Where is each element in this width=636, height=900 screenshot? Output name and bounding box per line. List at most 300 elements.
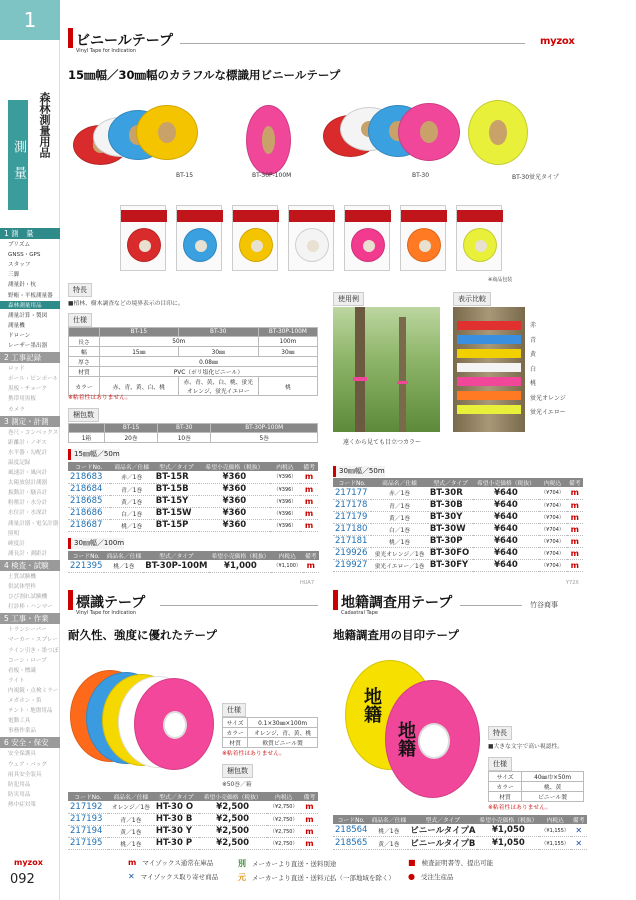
legend-text: マイゾックス取り寄せ商品 <box>140 873 219 881</box>
chapter-subtitle: 森林測量用品 <box>38 92 51 158</box>
spec-col: BT-30P-100M <box>258 328 317 337</box>
sidebar-item[interactable]: 風速計・風向計 <box>8 470 48 476</box>
stock-mark-stock: m <box>301 825 318 837</box>
sidebar-item[interactable]: 粉塵計・水分計 <box>8 500 48 507</box>
sidebar-item[interactable]: 雨具安全装具 <box>8 771 42 778</box>
product-name: 黄／1巻 <box>369 837 408 850</box>
product-code: 217193 <box>68 813 108 825</box>
product-price: ¥640 <box>473 511 538 523</box>
sidebar-section-head: 6 安全・保安 <box>0 737 60 748</box>
sidebar-item[interactable]: ポール・ピンポール <box>8 376 59 383</box>
price-table-chiseki <box>333 815 587 850</box>
product-code: 218685 <box>68 495 110 507</box>
sidebar-item[interactable]: ライン引き・墨つぼ <box>8 647 59 654</box>
usage-caption: 遠くから見ても目立つカラー <box>343 439 422 446</box>
sidebar-item[interactable]: ひび割れ試験機 <box>8 594 48 601</box>
compare-band <box>457 321 521 330</box>
roll-core <box>489 120 506 145</box>
product-model: BT-30R <box>428 487 474 499</box>
legend-text: メーカーより直送・送料別途 <box>252 860 337 868</box>
compare-band <box>457 405 521 414</box>
spec-cell: 赤、青、黄、白、桃、蛍光オレンジ、蛍光イエロー <box>178 377 258 396</box>
sidebar-item[interactable]: 供試体型枠 <box>8 584 36 590</box>
chapter-number: 1 <box>0 0 60 40</box>
product-name: 蛍光オレンジ／1巻 <box>371 547 428 559</box>
package-header <box>401 210 447 222</box>
table-header-cell: 内税込 <box>271 551 303 560</box>
sidebar-item[interactable]: 土質試験機 <box>8 573 36 580</box>
stock-mark-stock: m <box>301 837 318 849</box>
caption-bt30p: BT-30P-100M <box>252 172 292 179</box>
hy-spec-note: ※粘着性はありません。 <box>222 751 286 757</box>
product-code: 217195 <box>68 837 108 849</box>
spec-cell: 30㎜ <box>178 347 258 357</box>
sidebar-item[interactable]: 黒板・チョーク <box>8 386 47 393</box>
product-model: BT-30P <box>428 535 474 547</box>
table-header-cell: 備考 <box>300 462 318 471</box>
sidebar-item[interactable]: 野帳・平板測量器 <box>8 292 53 299</box>
product-model: BT-30FY <box>428 559 474 571</box>
legend-symbol: ● <box>408 872 415 881</box>
product-model: HT-30 B <box>154 813 199 825</box>
table-header-cell: コードNo. <box>333 478 371 487</box>
sidebar-item[interactable]: 防災用品 <box>8 791 31 798</box>
compare-band <box>457 377 521 386</box>
feature-text: ■植林、樹木調査などの境界表示の目印に。 <box>68 301 184 307</box>
pack-cell: 1箱 <box>69 433 105 443</box>
sidebar-item[interactable]: 太陽放射計測器 <box>8 480 48 487</box>
sidebar-item[interactable]: 測量計算・製図 <box>8 312 48 319</box>
package-header <box>177 210 223 222</box>
product-photo-chiseki <box>345 650 485 800</box>
section-marker <box>68 590 73 610</box>
stock-mark-stock: m <box>567 511 583 523</box>
sidebar-item[interactable]: マーカー・スプレー <box>8 637 59 644</box>
product-model: ビニールタイプA <box>410 826 476 836</box>
product-name: 青／1巻 <box>108 813 154 825</box>
sidebar-item[interactable]: ウェア・バッグ <box>8 761 47 768</box>
ch-feature-text: ■大きな文字で高い視認性。 <box>488 744 564 750</box>
product-tax-price: （¥704） <box>539 535 567 547</box>
page-number: 092 <box>10 872 35 887</box>
spec-cell: 15㎜ <box>99 347 178 357</box>
chiseki-subtitle: 地籍調査用の目印テープ <box>333 628 459 642</box>
product-name: 白／1巻 <box>371 523 428 535</box>
product-model: HT-30 P <box>154 837 199 849</box>
sidebar-item[interactable]: 三脚 <box>8 272 20 279</box>
tape-roll <box>246 105 291 175</box>
sidebar-item[interactable]: 距離計・ノギス <box>8 439 47 446</box>
sidebar-item[interactable]: 硬度計 <box>8 540 25 547</box>
product-code: 219926 <box>333 547 371 559</box>
sidebar-item[interactable]: 照明 <box>8 530 20 537</box>
table-header-cell: 商品名／仕様 <box>371 478 428 487</box>
hyoshiki-subtitle: 耐久性、強度に優れたテープ <box>68 628 217 642</box>
product-model: ビニールタイプB <box>408 837 477 850</box>
table-header-cell: 内税込 <box>270 462 300 471</box>
spec-col: BT-15 <box>99 328 178 337</box>
sidebar-item[interactable]: トランシーバー <box>8 627 47 634</box>
table-row <box>68 560 319 572</box>
sidebar-item[interactable]: 測長計・測距計 <box>8 550 48 557</box>
stock-mark-stock: m <box>301 801 318 813</box>
section-title-en: Cadastral Tape <box>341 610 378 616</box>
compare-item: 蛍光イエロー <box>530 409 566 416</box>
product-name: 黄／1巻 <box>371 511 428 523</box>
stock-mark-stock: m <box>567 487 583 499</box>
ch-feature-label: 特長 <box>488 726 512 740</box>
product-tax-price: （¥2,750） <box>267 825 301 837</box>
sidebar-item[interactable]: カメラ <box>8 406 25 413</box>
table-header-cell: コードNo. <box>68 551 104 560</box>
table-header-cell: コードNo. <box>333 815 369 824</box>
sidebar-item[interactable]: 森林測量用品 <box>0 301 60 309</box>
stock-mark-stock: m <box>567 547 583 559</box>
hy-pack-note: ※50巻／箱 <box>222 782 252 788</box>
vinyl-subtitle: 15㎜幅／30㎜幅のカラフルな標識用ビニールテープ <box>68 68 341 82</box>
sidebar-item[interactable]: 電動工具 <box>8 718 31 725</box>
product-name: 白／1巻 <box>110 507 154 519</box>
table-row <box>333 511 583 523</box>
product-name: 青／1巻 <box>371 499 428 511</box>
sidebar-item[interactable]: 水平器・勾配計 <box>8 449 48 456</box>
ch-spec-val: ビニール製 <box>522 792 584 802</box>
legend-item <box>408 872 453 881</box>
product-tax-price: （¥704） <box>539 499 567 511</box>
product-model: BT-15P <box>154 519 199 531</box>
legend-text: メーカーより直送・送料元払（一部地域を除く） <box>252 874 395 882</box>
table-row <box>68 825 318 837</box>
stock-mark-stock: m <box>300 519 318 531</box>
sidebar-item[interactable]: ロッド <box>8 366 25 373</box>
table-header-cell: コードNo. <box>68 792 108 801</box>
product-price: ¥640 <box>473 559 538 571</box>
hy-spec-label: 仕様 <box>222 703 246 717</box>
product-tax-price: （¥704） <box>539 547 567 559</box>
table-header-cell: 商品名／仕様 <box>110 462 154 471</box>
product-tax-price: （¥704） <box>539 523 567 535</box>
spec-cell: 50m <box>99 337 258 347</box>
product-code: 217181 <box>333 535 371 547</box>
compare-item: 蛍光オレンジ <box>530 394 566 402</box>
spec-col: BT-30 <box>178 328 258 337</box>
ch-spec-key: 材質 <box>489 792 522 802</box>
stock-mark-stock: m <box>301 813 318 825</box>
ch-spec-key: サイズ <box>489 772 522 782</box>
stock-mark-stock: m <box>300 507 318 519</box>
sidebar-item[interactable]: スタッフ <box>8 262 31 269</box>
stock-mark-order: ✕ <box>571 824 587 837</box>
roll-core <box>475 240 487 252</box>
table-row <box>333 547 583 559</box>
package-card <box>120 205 166 271</box>
sidebar-item[interactable]: テント・地盤用品 <box>8 708 53 715</box>
sidebar-item[interactable]: メガホン・笛 <box>8 698 42 704</box>
product-tax-price: （¥704） <box>539 487 567 499</box>
table-header-cell: コードNo. <box>68 462 110 471</box>
package-header <box>345 210 391 222</box>
legend-item <box>128 858 213 867</box>
section-title-hyoshiki: 標識テープ <box>76 595 146 611</box>
table-header-cell: 内税込 <box>267 792 301 801</box>
product-name: 赤／1巻 <box>110 471 154 483</box>
table-header-cell: 備考 <box>301 792 318 801</box>
product-tax-price: （¥1,155） <box>539 837 571 850</box>
roll-core <box>195 240 207 252</box>
product-price: ¥2,500 <box>199 825 267 837</box>
sidebar-item[interactable]: ドローン <box>8 332 31 339</box>
legend-item <box>238 858 336 869</box>
table-row <box>333 559 583 571</box>
package-card <box>176 205 222 271</box>
product-code: 217192 <box>68 801 108 813</box>
table-header-cell: 希望小売価格（税抜） <box>209 551 271 560</box>
package-roll <box>239 228 273 262</box>
product-code: 218683 <box>68 471 110 483</box>
package-card <box>232 205 278 271</box>
product-price: ¥1,000 <box>209 560 271 572</box>
usage-photo <box>333 307 440 432</box>
ch-spec-val: 桃、黄 <box>522 782 584 792</box>
pack-col: BT-30 <box>158 424 211 433</box>
stock-mark-order: ✕ <box>571 837 587 850</box>
product-tax-price: （¥2,750） <box>267 801 301 813</box>
product-model: BT-15B <box>154 483 199 495</box>
spec-cell: 材質 <box>69 367 100 377</box>
table-row <box>68 495 318 507</box>
product-price: ¥640 <box>473 499 538 511</box>
usage-label: 使用例 <box>333 292 364 306</box>
legend-item <box>238 872 395 883</box>
sidebar-item[interactable]: 振動計・騒音計 <box>8 490 48 497</box>
table-header-cell: 型式／タイプ <box>154 792 199 801</box>
product-tax-price: （¥396） <box>270 507 300 519</box>
product-name: 黄／1巻 <box>110 495 154 507</box>
legend-item <box>408 858 493 867</box>
price-30-head: 30㎜幅／50m <box>333 466 385 477</box>
sidebar-section-head: 5 工事・作業 <box>0 613 60 624</box>
spec-cell: 幅 <box>69 347 100 357</box>
table-header-cell: 希望小売価格（税抜） <box>199 462 270 471</box>
product-model: BT-30FO <box>428 547 474 559</box>
sidebar-nav <box>0 228 60 853</box>
product-tax-price: （¥1,100） <box>271 560 303 572</box>
product-price: ¥360 <box>199 495 270 507</box>
sidebar-item[interactable]: 温度記録 <box>8 459 31 466</box>
product-tax-price: （¥704） <box>539 559 567 571</box>
spec-cell: PVC（ポリ塩化ビニール） <box>99 367 317 377</box>
sidebar-item[interactable]: コーン・ロープ <box>8 657 47 664</box>
code-left: HUA7 <box>300 580 315 586</box>
package-roll <box>127 228 161 262</box>
spec-cell: 0.08㎜ <box>99 357 317 367</box>
spec-cell: 桃 <box>258 377 317 396</box>
sidebar-item[interactable]: 熱中症対策 <box>8 801 36 808</box>
table-header-cell: 希望小売価格（税抜） <box>473 478 538 487</box>
price-30p-head: 30㎜幅／100m <box>68 538 124 549</box>
roll-core <box>251 240 263 252</box>
divider <box>160 605 318 606</box>
legend-symbol: 元 <box>238 873 246 882</box>
section-title-en: Vinyl Tape for Indication <box>76 610 136 616</box>
package-roll <box>183 228 217 262</box>
sidebar-item[interactable]: 水位計・水深計 <box>8 510 48 517</box>
table-row <box>333 535 583 547</box>
product-name: 桃／1巻 <box>371 535 428 547</box>
ch-spec-val: 40㎜巾×50m <box>522 772 584 782</box>
sidebar-item[interactable]: 携帯用黒板 <box>8 396 36 403</box>
price-table-hyoshiki <box>68 792 318 850</box>
product-price: ¥360 <box>199 471 270 483</box>
legend-item <box>128 872 218 881</box>
pack-col: BT-15 <box>104 424 157 433</box>
spec-col <box>69 328 100 337</box>
product-model: BT-15W <box>154 507 199 519</box>
sidebar-item[interactable]: 測量針・杭 <box>8 282 36 289</box>
sidebar-item[interactable]: ライト <box>8 677 25 684</box>
tape-roll-pink <box>385 680 480 798</box>
package-header <box>289 210 335 222</box>
table-row <box>333 837 587 850</box>
roll-core <box>158 122 176 143</box>
product-name: 黄／1巻 <box>108 825 154 837</box>
package-header <box>233 210 279 222</box>
caption-bt15: BT-15 <box>176 172 194 179</box>
sidebar-item[interactable]: 防犯用品 <box>8 781 31 788</box>
product-name: 赤／1巻 <box>371 487 428 499</box>
ch-spec-note: ※粘着性はありません。 <box>488 805 552 811</box>
price-table-30p <box>68 551 319 573</box>
product-model: HT-30 Y <box>154 825 199 837</box>
sidebar-item[interactable]: 事務作業品 <box>8 728 36 735</box>
product-tax-price: （¥396） <box>270 471 300 483</box>
compare-band <box>457 391 521 400</box>
stock-mark-stock: m <box>300 495 318 507</box>
product-code: 217180 <box>333 523 371 535</box>
divider <box>460 605 522 606</box>
hy-spec-key: サイズ <box>223 718 248 728</box>
sidebar-item[interactable]: GNSS・GPS <box>8 252 41 259</box>
package-roll <box>463 228 497 262</box>
product-price: ¥640 <box>473 535 538 547</box>
product-code: 217178 <box>333 499 371 511</box>
tape-roll <box>468 100 528 165</box>
sidebar-section-head: 3 測定・計測 <box>0 416 60 427</box>
package-roll <box>351 228 385 262</box>
product-code: 217179 <box>333 511 371 523</box>
pack-cell: 5巻 <box>211 433 318 443</box>
spec-label: 仕様 <box>68 313 92 327</box>
product-tax-price: （¥2,750） <box>267 813 301 825</box>
table-header-cell: 希望小売価格（税抜） <box>477 815 539 824</box>
ch-spec-key: カラー <box>489 782 522 792</box>
package-card <box>400 205 446 271</box>
sidebar-item[interactable]: 測量機 <box>8 322 25 329</box>
brand-logo: myzox <box>14 858 43 867</box>
stock-mark-stock: m <box>567 523 583 535</box>
product-model: BT-30P-100M <box>145 560 208 571</box>
sidebar-item[interactable]: 内視鏡・点検ミラー <box>8 687 59 694</box>
sidebar-item[interactable]: レーザー墨出器 <box>8 343 48 349</box>
section-title-en: Vinyl Tape for Indication <box>76 48 136 54</box>
compare-label-list <box>530 320 630 430</box>
sidebar-section-head: 4 検査・試験 <box>0 560 60 571</box>
legend-symbol: ■ <box>408 858 416 867</box>
product-model: BT-30W <box>428 523 474 535</box>
product-name: 青／1巻 <box>110 483 154 495</box>
sidebar-item[interactable]: 打診棒・ハンマー <box>8 604 53 611</box>
product-tax-price: （¥2,750） <box>267 837 301 849</box>
product-price: ¥1,050 <box>477 837 539 850</box>
package-roll <box>295 228 329 262</box>
product-name: 桃／1巻 <box>108 837 154 849</box>
tape-roll <box>136 105 198 160</box>
sidebar-item[interactable]: 測量計器・電気計器 <box>8 520 59 527</box>
product-price: ¥360 <box>199 519 270 531</box>
product-name: 桃／1巻 <box>104 560 143 572</box>
hy-spec-val: オレンジ、青、黄、桃 <box>248 728 318 738</box>
pack-label: 梱包数 <box>68 408 99 422</box>
table-header-cell: 商品名／仕様 <box>369 815 408 824</box>
table-header-cell: 商品名／仕様 <box>108 792 154 801</box>
stock-mark-stock: m <box>300 483 318 495</box>
product-photo-packages <box>120 205 520 275</box>
product-tax-price: （¥396） <box>270 519 300 531</box>
roll-text-print: 地籍 <box>395 721 416 757</box>
table-row <box>68 471 318 483</box>
product-price: ¥640 <box>473 523 538 535</box>
table-row <box>68 483 318 495</box>
product-code: 218687 <box>68 519 110 531</box>
caption-bt30-fluor: BT-30蛍光タイプ <box>512 174 559 181</box>
product-price: ¥640 <box>473 547 538 559</box>
product-code: 219927 <box>333 559 371 571</box>
compare-item: 黄 <box>530 351 537 358</box>
table-row <box>333 487 583 499</box>
roll-core <box>163 711 187 739</box>
compare-band <box>457 349 521 358</box>
roll-core <box>262 126 275 153</box>
stock-mark-stock: m <box>303 560 319 572</box>
divider <box>180 43 525 44</box>
table-row <box>68 507 318 519</box>
spec-note: ※粘着性はありません。 <box>68 395 132 401</box>
compare-band <box>457 363 521 372</box>
roll-text-print: 地籍 <box>361 687 382 723</box>
sidebar-item[interactable]: プリズム <box>8 242 31 248</box>
ch-spec-table <box>488 771 584 802</box>
product-model: BT-15R <box>154 471 199 483</box>
sidebar-item[interactable]: 安全保護具 <box>8 751 36 758</box>
table-row <box>68 519 318 531</box>
sidebar-section-head: 2 工事記録 <box>0 352 60 363</box>
table-header-cell: 商品名／仕様 <box>104 551 143 560</box>
legend-symbol: ✕ <box>128 872 135 881</box>
product-tax-price: （¥396） <box>270 495 300 507</box>
hy-spec-table <box>222 717 318 748</box>
product-tax-price: （¥396） <box>270 483 300 495</box>
compare-band <box>457 335 521 344</box>
table-header-cell: 内税込 <box>539 478 567 487</box>
sidebar-item[interactable]: 看板・標識 <box>8 667 36 674</box>
maker-name: 竹谷商事 <box>530 601 558 609</box>
product-price: ¥360 <box>199 507 270 519</box>
caption-bt30: BT-30 <box>412 172 430 179</box>
sidebar-item[interactable]: 巻尺・コンベックス <box>8 429 59 436</box>
tape-roll <box>134 678 214 770</box>
product-code: 218564 <box>335 825 368 835</box>
product-photo-hyoshiki <box>70 670 220 770</box>
